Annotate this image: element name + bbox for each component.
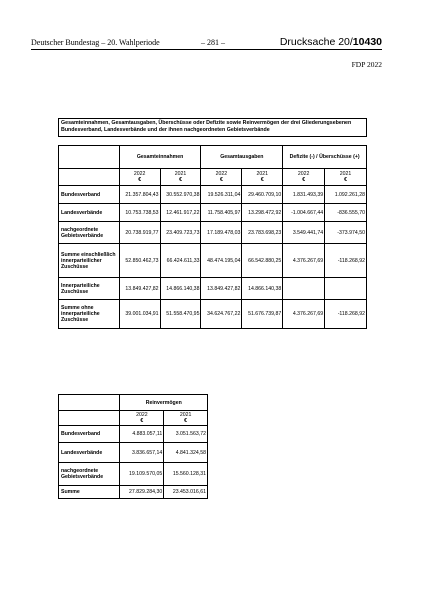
year-cell: [201, 169, 242, 186]
value-cell: 20.738.919,77: [119, 222, 160, 244]
value-cell: 66.424.611,33: [160, 244, 201, 278]
value-cell: 48.474.195,04: [201, 244, 242, 278]
value-cell: 27.829.284,30: [120, 486, 164, 499]
currency-label: €: [140, 418, 144, 424]
table-row: [59, 463, 208, 486]
table-row: [59, 244, 367, 278]
value-cell: 1.831.493,39: [283, 186, 325, 204]
value-cell: 23.453.016,61: [164, 486, 208, 499]
value-cell: 13.849.427,82: [201, 278, 242, 300]
row-label: nachgeordnete Gebietsverbände: [59, 463, 120, 486]
year-cell: [242, 169, 283, 186]
year-label: 2022: [215, 171, 228, 177]
currency-label: €: [260, 177, 264, 183]
row-label: nachgeordnete Gebietsverbände: [59, 222, 120, 244]
corner-cell: [59, 146, 120, 169]
value-cell: 15.560.128,31: [164, 463, 208, 486]
table-row: [59, 278, 367, 300]
value-cell: 17.189.478,03: [201, 222, 242, 244]
value-cell: -118.268,92: [325, 300, 367, 329]
value-cell: 13.298.472,92: [242, 204, 283, 222]
table-row: [59, 426, 208, 443]
value-cell: -118.268,92: [325, 244, 367, 278]
value-cell: 4.376.267,69: [283, 244, 325, 278]
value-cell: 23.409.723,73: [160, 222, 201, 244]
year-label: 2022: [297, 171, 310, 177]
value-cell: 4.376.267,69: [283, 300, 325, 329]
table-row: [59, 486, 208, 499]
value-cell: 14.866.140,38: [242, 278, 283, 300]
finance-table: [58, 145, 367, 329]
year-label: 2022: [136, 412, 148, 418]
row-label: Summe: [59, 486, 120, 499]
group-header-expenses: Gesamtausgaben: [201, 146, 283, 169]
year-cell: [119, 169, 160, 186]
value-cell: 1.092.261,28: [325, 186, 367, 204]
value-cell: 3.051.563,72: [164, 426, 208, 443]
year-label: 2021: [339, 171, 352, 177]
year-cell: [325, 169, 367, 186]
row-label: Landesverbände: [59, 443, 120, 463]
drucksache-number: 10430: [352, 36, 382, 48]
year-label: 2021: [256, 171, 269, 177]
value-cell: 29.460.709,10: [242, 186, 283, 204]
year-cell: [283, 169, 325, 186]
row-label: Bundesverband: [59, 186, 120, 204]
currency-label: €: [138, 177, 142, 183]
value-cell: 4.841.324,58: [164, 443, 208, 463]
value-cell: -836.555,70: [325, 204, 367, 222]
value-cell: [325, 278, 367, 300]
value-cell: -373.974,50: [325, 222, 367, 244]
value-cell: 12.461.917,22: [160, 204, 201, 222]
value-cell: 21.357.804,43: [119, 186, 160, 204]
value-cell: 10.753.738,53: [119, 204, 160, 222]
currency-label: €: [184, 418, 188, 424]
table-row: [59, 300, 367, 329]
group-header-income: Gesamteinnahmen: [119, 146, 201, 169]
value-cell: 4.883.057,11: [120, 426, 164, 443]
year-row-blank: [59, 411, 120, 426]
value-cell: 19.526.311,04: [201, 186, 242, 204]
header-drucksache: [280, 36, 382, 48]
year-label: 2021: [179, 412, 192, 418]
value-cell: 66.542.880,25: [242, 244, 283, 278]
value-cell: 19.109.570,05: [120, 463, 164, 486]
year-cell: [164, 411, 208, 426]
currency-label: €: [302, 177, 306, 183]
row-label: Bundesverband: [59, 426, 120, 443]
group-header-net-assets: Reinvermögen: [120, 395, 208, 411]
value-cell: 13.849.427,82: [119, 278, 160, 300]
table-group-header-row: [59, 146, 367, 169]
value-cell: -1.004.667,44: [283, 204, 325, 222]
value-cell: 51.676.739,87: [242, 300, 283, 329]
table-row: [59, 443, 208, 463]
value-cell: [283, 278, 325, 300]
row-label: Landesverbände: [59, 204, 120, 222]
corner-cell: [59, 395, 120, 411]
value-cell: 11.758.405,97: [201, 204, 242, 222]
row-label: Innerparteiliche Zuschüsse: [59, 278, 120, 300]
year-row-blank: [59, 169, 120, 186]
table-row: [59, 204, 367, 222]
year-label: 2022: [133, 171, 146, 177]
table-group-header-row: [59, 395, 208, 411]
table-row: [59, 186, 367, 204]
currency-label: €: [344, 177, 347, 183]
table-year-row: [59, 169, 367, 186]
header-document-title: Deutscher Bundestag – 20. Wahlperiode: [31, 38, 160, 47]
row-label: Summe einschließlich innerparteilicher Zuschüsse: [59, 244, 120, 278]
drucksache-prefix: Drucksache 20/: [279, 36, 353, 48]
value-cell: 14.866.140,38: [160, 278, 201, 300]
table-year-row: [59, 411, 208, 426]
value-cell: 34.624.767,22: [201, 300, 242, 329]
value-cell: 30.552.970,38: [160, 186, 201, 204]
party-year-label: FDP 2022: [351, 60, 382, 69]
value-cell: 39.001.034,91: [119, 300, 160, 329]
group-header-balance: Defizite (-) / Überschüsse (+): [283, 146, 367, 169]
header-page-number: – 281 –: [201, 38, 225, 47]
table-row: [59, 222, 367, 244]
value-cell: 3.836.657,14: [120, 443, 164, 463]
value-cell: 3.549.441,74: [283, 222, 325, 244]
currency-label: €: [179, 177, 182, 183]
value-cell: 23.783.698,23: [242, 222, 283, 244]
year-cell: [120, 411, 164, 426]
currency-label: €: [219, 177, 223, 183]
value-cell: 52.850.462,73: [119, 244, 160, 278]
net-assets-table: [58, 394, 208, 499]
year-cell: [160, 169, 201, 186]
header-rule: [31, 49, 382, 50]
row-label: Summe ohne innerparteiliche Zuschüsse: [59, 300, 120, 329]
table-title: Gesamteinnahmen, Gesamtausgaben, Überschüsse oder Defizite sowie Reinvermögen der drei Gliederungsebenen Bundesverband, Landesverbände und der ihnen nachgeordneten Gebietsverbände: [58, 118, 367, 137]
year-label: 2021: [174, 171, 187, 177]
value-cell: 51.558.470,95: [160, 300, 201, 329]
